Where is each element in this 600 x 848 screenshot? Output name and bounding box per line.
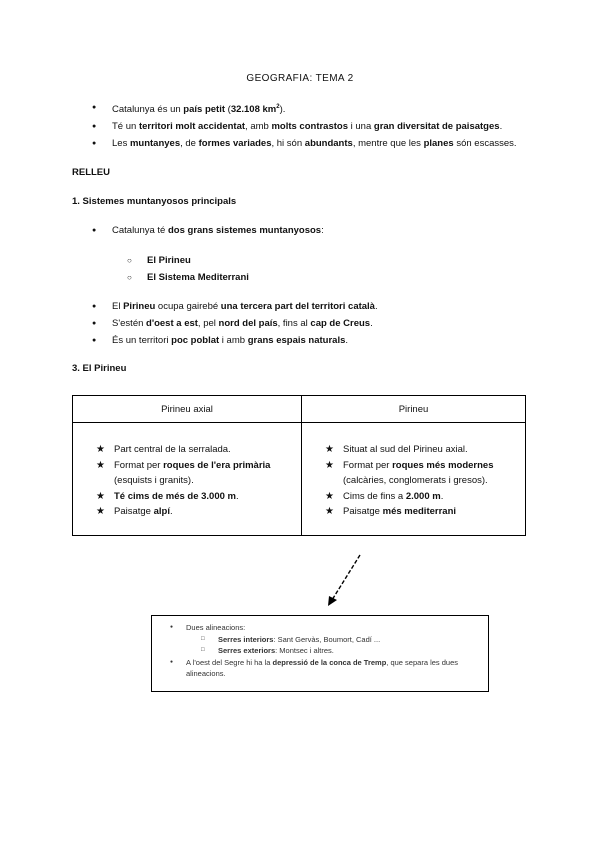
- list-item: □ Serres exteriors: Montsec i altres.: [152, 645, 488, 657]
- list-item: ★ Part central de la serralada.: [74, 442, 300, 458]
- systems-list: [92, 222, 532, 239]
- table-cell-pirineu: [302, 423, 526, 536]
- list-item: ● Catalunya és un país petit (32.108 $km^2$).: [92, 99, 532, 118]
- section-heading-3: 3. El Pirineu: [72, 363, 127, 374]
- page-title: GEOGRAFIA: TEMA 2: [246, 73, 354, 84]
- arrow-line: [332, 555, 360, 600]
- systems-sublist: [127, 252, 427, 286]
- list-item: ★ Cims de fins a 2.000 m.: [303, 489, 524, 505]
- list-item: ● S'estén d'oest a est, pel nord del país, fins al cap de Creus.: [92, 315, 532, 332]
- list-item: ★ Paisatge més mediterrani: [303, 504, 524, 520]
- list-item: ★ Situat al sud del Pirineu axial.: [303, 442, 524, 458]
- table-cell-axial: [73, 423, 302, 536]
- list-item: ● El Pirineu ocupa gairebé una tercera part del territori català.: [92, 298, 532, 315]
- list-item: ● Té un territori molt accidentat, amb molts contrastos i una gran diversitat de paisatges.: [92, 118, 532, 135]
- dashed-arrow: [320, 550, 370, 610]
- pirineu-facts-list: [92, 298, 532, 349]
- list-item: ○ El Sistema Mediterrani: [127, 269, 427, 286]
- list-item: ● A l'oest del Segre hi ha la depressió de la conca de Tremp, que separa les dues alineacions.: [152, 657, 488, 680]
- list-item: □ Serres interiors: Sant Gervàs, Boumort, Cadí ...: [152, 634, 488, 646]
- list-item: ○ El Pirineu: [127, 252, 427, 269]
- list-item: ★ Format per roques més modernes (calcàries, conglomerats i gresos).: [303, 458, 524, 489]
- section-heading-relleu: RELLEU: [72, 167, 110, 178]
- intro-list: [92, 99, 532, 152]
- list-item: ● Catalunya té dos grans sistemes muntanyosos:: [92, 222, 532, 239]
- table-header-pirineu: Pirineu: [302, 396, 526, 423]
- list-item: ● Les muntanyes, de formes variades, hi són abundants, mentre que les planes són escasses.: [92, 135, 532, 152]
- table-row: [73, 423, 526, 536]
- section-heading-1: 1. Sistemes muntanyosos principals: [72, 196, 237, 207]
- comparison-table: [72, 395, 526, 536]
- table-header-axial: Pirineu axial: [73, 396, 302, 423]
- list-item: ● És un territori poc poblat i amb grans espais naturals.: [92, 332, 532, 349]
- list-item: ★ Format per roques de l'era primària (esquists i granits).: [74, 458, 300, 489]
- alineacions-box: [151, 615, 489, 692]
- arrow-head: [328, 596, 337, 606]
- list-item: ● Dues alineacions:: [152, 622, 488, 634]
- table-header-row: [73, 396, 526, 423]
- list-item: ★ Paisatge alpí.: [74, 504, 300, 520]
- list-item: ★ Té cims de més de 3.000 m.: [74, 489, 300, 505]
